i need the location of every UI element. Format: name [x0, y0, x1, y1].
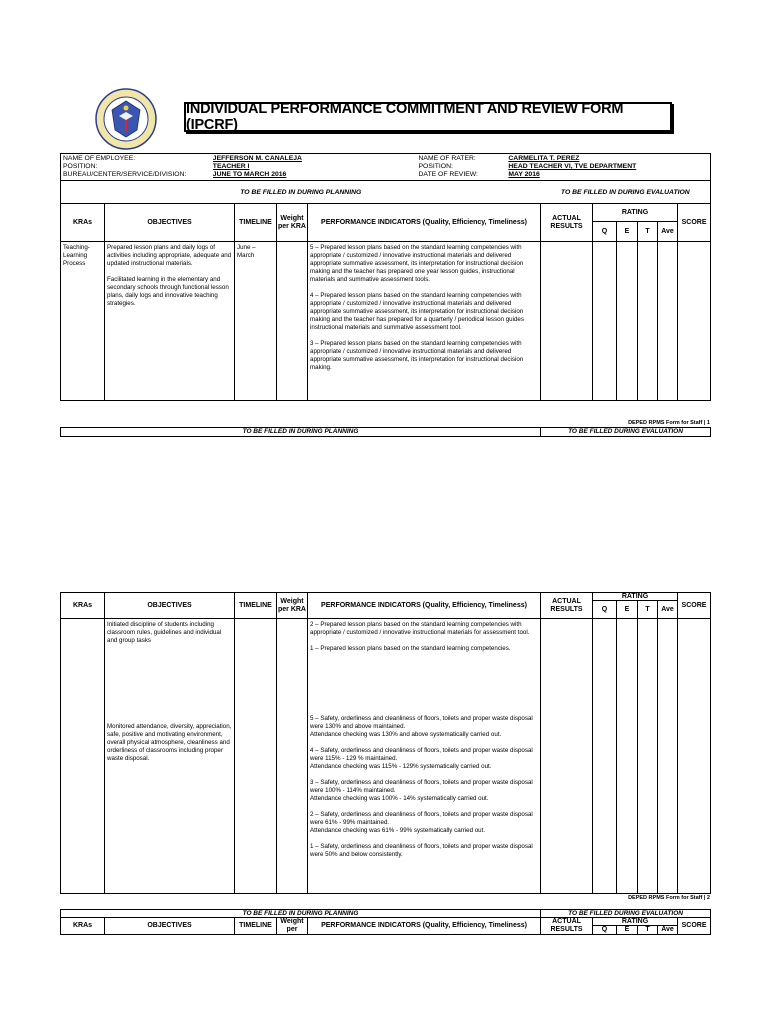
objectives-cell	[105, 242, 235, 401]
indicators-cell	[308, 619, 541, 894]
objectives-cell	[105, 619, 235, 894]
indicators-header: PERFORMANCE INDICATORS (Quality, Efficiency, Timeliness)	[308, 204, 541, 242]
rating-t-cell	[638, 242, 658, 401]
rating-ave-header: Ave	[658, 601, 678, 619]
indicator-item: 2 – Safety, orderliness and cleanliness of floors, toilets and proper waste disposal were 61% - 99% maintained.	[310, 811, 533, 826]
rating-header: RATING	[593, 593, 678, 601]
timeline-header: TIMELINE	[235, 918, 277, 935]
indicator-item: 3 – Prepared lesson plans based on the standard learning competencies with appropriate / customized / innovative instructional materials and delivered appropriate summative assessment, its interpretation for instructional decision making.	[310, 340, 524, 371]
objectives-header: OBJECTIVES	[105, 593, 235, 619]
bureau-value: JUNE TO MARCH 2016	[212, 171, 287, 178]
score-header: SCORE	[678, 918, 711, 935]
weight-header: Weight per KRA	[277, 204, 308, 242]
score-cell	[678, 242, 711, 401]
kras-header: KRAs	[61, 918, 105, 935]
rater-name-value: CARMELITA T. PEREZ	[508, 155, 580, 162]
indicators-header: PERFORMANCE INDICATORS (Quality, Efficiency, Timeliness)	[308, 593, 541, 619]
indicator-item: 4 – Safety, orderliness and cleanliness of floors, toilets and proper waste disposal were 115% - 129 % maintained.	[310, 747, 533, 762]
indicator-item: 4 – Prepared lesson plans based on the standard learning competencies with appropriate / customized / innovative instructional materials and delivered appropriate summative assessment, its interpretation for instructional decision making and the teacher has prepared for a quarterly / periodical lesson guides instructional materials and summative assessment tool.	[310, 292, 524, 331]
objective-item: Prepared lesson plans and daily logs of activities including appropriate, adequate and updated instructional materials.	[107, 244, 232, 267]
page1-footer: DEPED RPMS Form for Staff | 1	[628, 420, 710, 426]
rating-e-header: E	[617, 926, 638, 935]
rating-q-header: Q	[593, 601, 617, 619]
rating-ave-cell	[658, 242, 678, 401]
indicator-item: 5 – Prepared lesson plans based on the standard learning competencies with appropriate / customized / innovative instructional materials and delivered appropriate summative assessment, its interpretation for instructional decision making and the teacher has prepared one year lesson guides, instructional materials and summative assessment tools.	[310, 244, 524, 283]
weight-header: Weight per	[277, 918, 308, 935]
page1-table	[60, 153, 711, 401]
rating-header: RATING	[593, 204, 678, 222]
planning-heading: TO BE FILLED IN DURING PLANNING	[61, 181, 541, 204]
timeline-header: TIMELINE	[235, 204, 277, 242]
actual-results-cell	[541, 242, 593, 401]
rating-e-header: E	[617, 601, 638, 619]
rater-position-value: HEAD TEACHER VI, TVE DEPARTMENT	[508, 163, 637, 170]
indicator-item: 3 – Safety, orderliness and cleanliness of floors, toilets and proper waste disposal were 100% - 114% maintained.	[310, 779, 533, 794]
page2-table	[60, 592, 711, 894]
page1-continuation	[60, 427, 711, 437]
objective-item: Initiated discipline of students including classroom rules, guidelines and individual and group tasks	[107, 621, 222, 644]
indicators-header: PERFORMANCE INDICATORS (Quality, Efficiency, Timeliness)	[308, 918, 541, 935]
rating-header: RATING	[593, 918, 678, 926]
weight-header: Weight per KRA	[277, 593, 308, 619]
actual-results-header: ACTUAL RESULTS	[541, 204, 593, 242]
rating-e-header: E	[617, 222, 638, 242]
rating-ave-header: Ave	[658, 222, 678, 242]
kras-header: KRAs	[61, 593, 105, 619]
indicator-item: Attendance checking was 115% - 129% systematically carried out.	[310, 763, 492, 770]
actual-results-header: ACTUAL RESULTS	[541, 593, 593, 619]
timeline-cell	[235, 619, 277, 894]
rating-t-header: T	[638, 601, 658, 619]
indicator-item: Attendance checking was 130% and above systematically carried out.	[310, 731, 502, 738]
rating-t-header: T	[638, 222, 658, 242]
kra-cell	[61, 619, 105, 894]
indicators-cell	[308, 242, 541, 401]
rating-e-cell	[617, 242, 638, 401]
rating-q-cell	[593, 619, 617, 894]
indicator-item: Attendance checking was 61% - 99% systematically carried out.	[310, 827, 486, 834]
employee-name-value: JEFFERSON M. CANALEJA	[212, 155, 302, 162]
weight-cell	[277, 619, 308, 894]
rating-e-cell	[617, 619, 638, 894]
rating-ave-header: Ave	[658, 926, 678, 935]
form-title: INDIVIDUAL PERFORMANCE COMMITMENT AND REVIEW FORM (IPCRF)	[184, 102, 672, 132]
rating-q-cell	[593, 242, 617, 401]
weight-cell	[277, 242, 308, 401]
position-value: TEACHER I	[212, 163, 250, 170]
actual-results-header: ACTUAL RESULTS	[541, 918, 593, 935]
rating-q-header: Q	[593, 222, 617, 242]
employee-name-label: NAME OF EMPLOYEE:	[63, 155, 136, 162]
indicator-item: Attendance checking was 100% - 14% systematically carried out.	[310, 795, 489, 802]
planning-heading: TO BE FILLED IN DURING PLANNING	[61, 428, 541, 437]
rater-name-label: NAME OF RATER:	[418, 155, 476, 162]
kra-cell: Teaching-Learning Process	[61, 242, 105, 401]
indicator-item: 1 – Prepared lesson plans based on the standard learning competencies.	[310, 645, 511, 652]
employee-info	[61, 154, 711, 181]
review-date-value: MAY 2016	[508, 171, 540, 178]
rating-q-header: Q	[593, 926, 617, 935]
timeline-cell: June – March	[235, 242, 277, 401]
page2-continuation	[60, 909, 711, 935]
kras-header: KRAs	[61, 204, 105, 242]
evaluation-heading: TO BE FILLED DURING EVALUATION	[541, 910, 711, 918]
bureau-label: BUREAU/CENTER/SERVICE/DIVISION:	[63, 171, 187, 178]
position-label: POSITION:	[63, 163, 98, 170]
indicator-item: 2 – Prepared lesson plans based on the standard learning competencies with appropriate / customized / innovative instructional materials for assessment tool.	[310, 621, 530, 636]
score-cell	[678, 619, 711, 894]
rating-t-cell	[638, 619, 658, 894]
rating-t-header: T	[638, 926, 658, 935]
objective-item: Monitored attendance, diversity, appreciation, safe, positive and motivating environment, overall physical atmosphere, cleanliness and orderliness of classrooms including proper waste disposal.	[107, 723, 232, 762]
evaluation-heading: TO BE FILLED DURING EVALUATION	[541, 428, 711, 437]
evaluation-heading: TO BE FILLED IN DURING EVALUATION	[541, 181, 711, 204]
deped-seal-logo	[95, 88, 157, 150]
objectives-header: OBJECTIVES	[105, 204, 235, 242]
objective-item: Facilitated learning in the elementary and secondary schools through functional lesson plans, daily logs and innovative teaching strategies.	[107, 276, 229, 307]
planning-heading: TO BE FILLED IN DURING PLANNING	[61, 910, 541, 918]
score-header: SCORE	[678, 593, 711, 619]
indicator-item: 1 – Safety, orderliness and cleanliness of floors, toilets and proper waste disposal were 50% and below consistently.	[310, 843, 533, 858]
rating-ave-cell	[658, 619, 678, 894]
page2-footer: DEPED RPMS Form for Staff | 2	[628, 895, 710, 901]
indicator-item: 5 – Safety, orderliness and cleanliness of floors, toilets and proper waste disposal were 130% and above maintained.	[310, 715, 533, 730]
rater-position-label: POSITION:	[418, 163, 453, 170]
score-header: SCORE	[678, 204, 711, 242]
timeline-header: TIMELINE	[235, 593, 277, 619]
objectives-header: OBJECTIVES	[105, 918, 235, 935]
review-date-label: DATE OF REVIEW:	[418, 171, 478, 178]
actual-results-cell	[541, 619, 593, 894]
